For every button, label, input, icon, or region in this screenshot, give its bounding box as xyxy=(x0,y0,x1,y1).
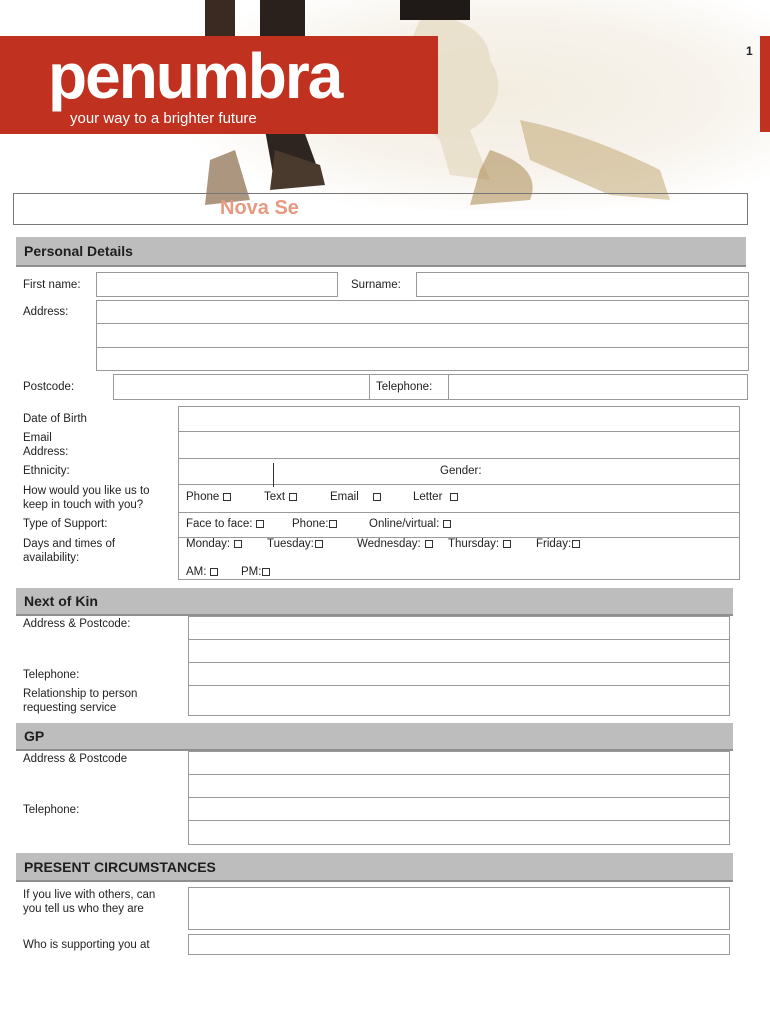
nok-relationship-field[interactable] xyxy=(188,685,730,716)
address-field-2[interactable] xyxy=(96,323,749,348)
checkbox-icon[interactable] xyxy=(425,540,433,548)
section-present-circumstances: PRESENT CIRCUMSTANCES xyxy=(16,853,733,882)
gp-extra-field[interactable] xyxy=(188,820,730,845)
checkbox-icon[interactable] xyxy=(503,540,511,548)
day-option-thursday[interactable]: Thursday: xyxy=(448,537,511,551)
brand-tagline: your way to a brighter future xyxy=(70,110,257,127)
address-field-1[interactable] xyxy=(96,300,749,324)
contact-option-email[interactable]: Email xyxy=(330,490,381,504)
postcode-label: Postcode: xyxy=(23,381,75,393)
checkbox-icon[interactable] xyxy=(373,493,381,501)
checkbox-icon[interactable] xyxy=(223,493,231,501)
dob-label: Date of Birth xyxy=(23,413,87,425)
surname-label: Surname: xyxy=(351,279,401,291)
day-option-wednesday[interactable]: Wednesday: xyxy=(357,537,433,551)
address-field-3[interactable] xyxy=(96,347,749,371)
email-label-1: Email xyxy=(23,432,52,444)
checkbox-icon[interactable] xyxy=(329,520,337,528)
brand-logo: penumbra xyxy=(48,40,342,112)
checkbox-icon[interactable] xyxy=(234,540,242,548)
contact-option-text[interactable]: Text xyxy=(264,490,297,504)
surname-field[interactable] xyxy=(416,272,749,297)
live-with-label-1: If you live with others, can xyxy=(23,889,156,901)
checkbox-icon[interactable] xyxy=(315,540,323,548)
page-edge-bar xyxy=(760,36,770,132)
section-personal-details: Personal Details xyxy=(16,237,746,267)
nok-relationship-label-1: Relationship to person xyxy=(23,688,138,700)
support-option-phone[interactable]: Phone: xyxy=(292,517,337,531)
checkbox-icon[interactable] xyxy=(443,520,451,528)
checkbox-icon[interactable] xyxy=(210,568,218,576)
row-divider xyxy=(178,484,740,485)
brand-banner xyxy=(0,36,438,134)
day-option-friday[interactable]: Friday: xyxy=(536,537,580,551)
telephone-field[interactable] xyxy=(449,375,747,399)
support-label: Type of Support: xyxy=(23,518,108,530)
live-with-label-2: you tell us who they are xyxy=(23,903,144,915)
telephone-label: Telephone: xyxy=(376,381,433,393)
gender-label: Gender: xyxy=(440,465,482,477)
contact-option-phone[interactable]: Phone xyxy=(186,490,231,504)
row-divider xyxy=(178,512,740,513)
gp-telephone-field[interactable] xyxy=(188,797,730,821)
address-label: Address: xyxy=(23,306,69,318)
support-option-online[interactable]: Online/virtual: xyxy=(369,517,451,531)
form-title: Nova Se xyxy=(220,197,299,219)
live-with-field[interactable] xyxy=(188,887,730,930)
form-title-box xyxy=(13,193,748,225)
gp-address-field-2[interactable] xyxy=(188,774,730,798)
checkbox-icon[interactable] xyxy=(256,520,264,528)
first-name-field[interactable] xyxy=(96,272,338,297)
checkbox-icon[interactable] xyxy=(289,493,297,501)
day-option-tuesday[interactable]: Tuesday: xyxy=(267,537,323,551)
nok-telephone-label: Telephone: xyxy=(23,669,80,681)
email-field[interactable] xyxy=(180,433,738,457)
checkbox-icon[interactable] xyxy=(450,493,458,501)
dob-field[interactable] xyxy=(180,408,738,430)
time-option-am[interactable]: AM: xyxy=(186,565,218,579)
days-label-2: availability: xyxy=(23,552,80,564)
ethnicity-field[interactable] xyxy=(180,460,430,483)
text-cursor xyxy=(273,463,274,487)
row-divider xyxy=(178,431,740,432)
contact-label-1: How would you like us to xyxy=(23,485,150,497)
supporting-field[interactable] xyxy=(188,934,730,955)
nok-address-label: Address & Postcode: xyxy=(23,618,131,630)
time-option-pm[interactable]: PM: xyxy=(241,565,270,579)
section-next-of-kin: Next of Kin xyxy=(16,588,733,616)
supporting-label: Who is supporting you at xyxy=(23,939,150,951)
checkbox-icon[interactable] xyxy=(262,568,270,576)
email-label-2: Address: xyxy=(23,446,69,458)
gp-address-label: Address & Postcode xyxy=(23,753,128,765)
nok-address-field-2[interactable] xyxy=(188,639,730,663)
postcode-field[interactable] xyxy=(113,374,370,400)
first-name-label: First name: xyxy=(23,279,81,291)
ethnicity-label: Ethnicity: xyxy=(23,465,70,477)
gp-address-field-1[interactable] xyxy=(188,751,730,775)
page-number: 1 xyxy=(746,44,753,58)
nok-relationship-label-2: requesting service xyxy=(23,702,117,714)
checkbox-icon[interactable] xyxy=(572,540,580,548)
nok-address-field-1[interactable] xyxy=(188,616,730,640)
contact-option-letter[interactable]: Letter xyxy=(413,490,458,504)
nok-telephone-field[interactable] xyxy=(188,662,730,686)
section-gp: GP xyxy=(16,723,733,751)
gp-telephone-label: Telephone: xyxy=(23,804,80,816)
day-option-monday[interactable]: Monday: xyxy=(186,537,242,551)
support-option-face[interactable]: Face to face: xyxy=(186,517,264,531)
contact-label-2: keep in touch with you? xyxy=(23,499,144,511)
days-label-1: Days and times of xyxy=(23,538,116,550)
row-divider xyxy=(178,458,740,459)
